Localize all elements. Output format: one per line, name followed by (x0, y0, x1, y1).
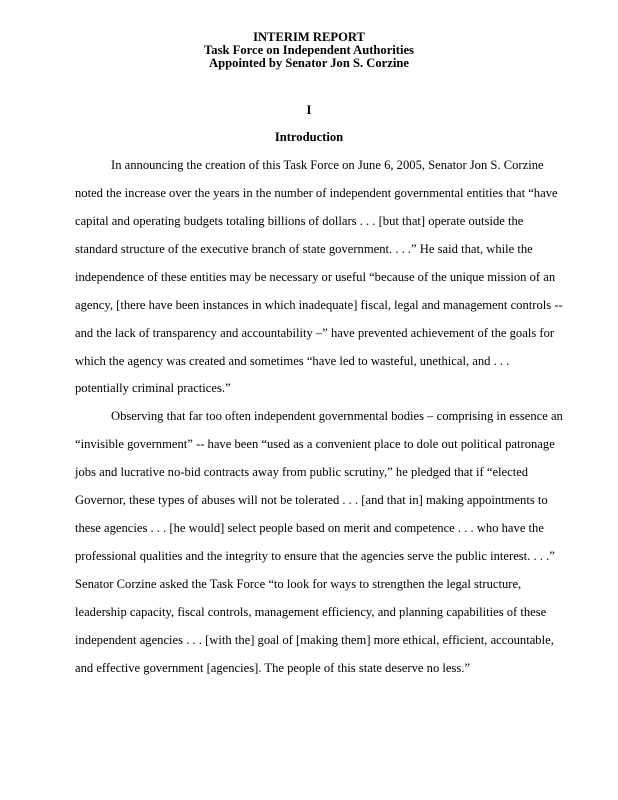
body-line: potentially criminal practices.” (75, 381, 231, 395)
body-line: In announcing the creation of this Task Force on June 6, 2005, Senator Jon S. Corzine (111, 158, 544, 172)
body-line: independent agencies . . . [with the] goal of [making them] more ethical, efficient, accountable, (75, 633, 554, 647)
body-line: noted the increase over the years in the number of independent governmental entities that “have (75, 186, 558, 200)
body-line: these agencies . . . [he would] select people based on merit and competence . . . who have the (75, 521, 544, 535)
report-header (0, 31, 618, 71)
body-line: Governor, these types of abuses will not be tolerated . . . [and that in] making appointments to (75, 493, 548, 507)
report-title: INTERIM REPORT (253, 30, 365, 44)
report-appointment-line: Appointed by Senator Jon S. Corzine (209, 56, 409, 71)
body-line: “invisible government” -- have been “used as a convenient place to dole out political patronage (75, 437, 555, 451)
body-line: independence of these entities may be necessary or useful “because of the unique mission of an (75, 270, 556, 284)
body-line: leadership capacity, fiscal controls, management efficiency, and planning capabilities of these (75, 605, 547, 619)
section-number: I (306, 103, 312, 117)
body-line: Observing that far too often independent governmental bodies – comprising in essence an (111, 409, 563, 423)
body-line: agency, [there have been instances in which inadequate] fiscal, legal and management controls -- (75, 298, 563, 312)
section-title: Introduction (274, 130, 344, 144)
body-line: Senator Corzine asked the Task Force “to look for ways to strengthen the legal structure, (75, 577, 522, 591)
body-line: standard structure of the executive branch of state government. . . .” He said that, while the (75, 242, 533, 256)
body-line: jobs and lucrative no-bid contracts away from public scrutiny,” he pledged that if “elected (75, 465, 529, 479)
body-line: capital and operating budgets totaling billions of dollars . . . [but that] operate outside the (75, 214, 524, 228)
body-line: and the lack of transparency and accountability –” have prevented achievement of the goals for (75, 326, 555, 340)
report-subtitle: Task Force on Independent Authorities (204, 43, 414, 58)
body-line: which the agency was created and sometimes “have led to wasteful, unethical, and . . . (75, 354, 510, 368)
body-line: professional qualities and the integrity to ensure that the agencies serve the public interest. . . .” (75, 549, 555, 563)
body-line: and effective government [agencies]. The people of this state deserve no less.” (75, 661, 471, 675)
